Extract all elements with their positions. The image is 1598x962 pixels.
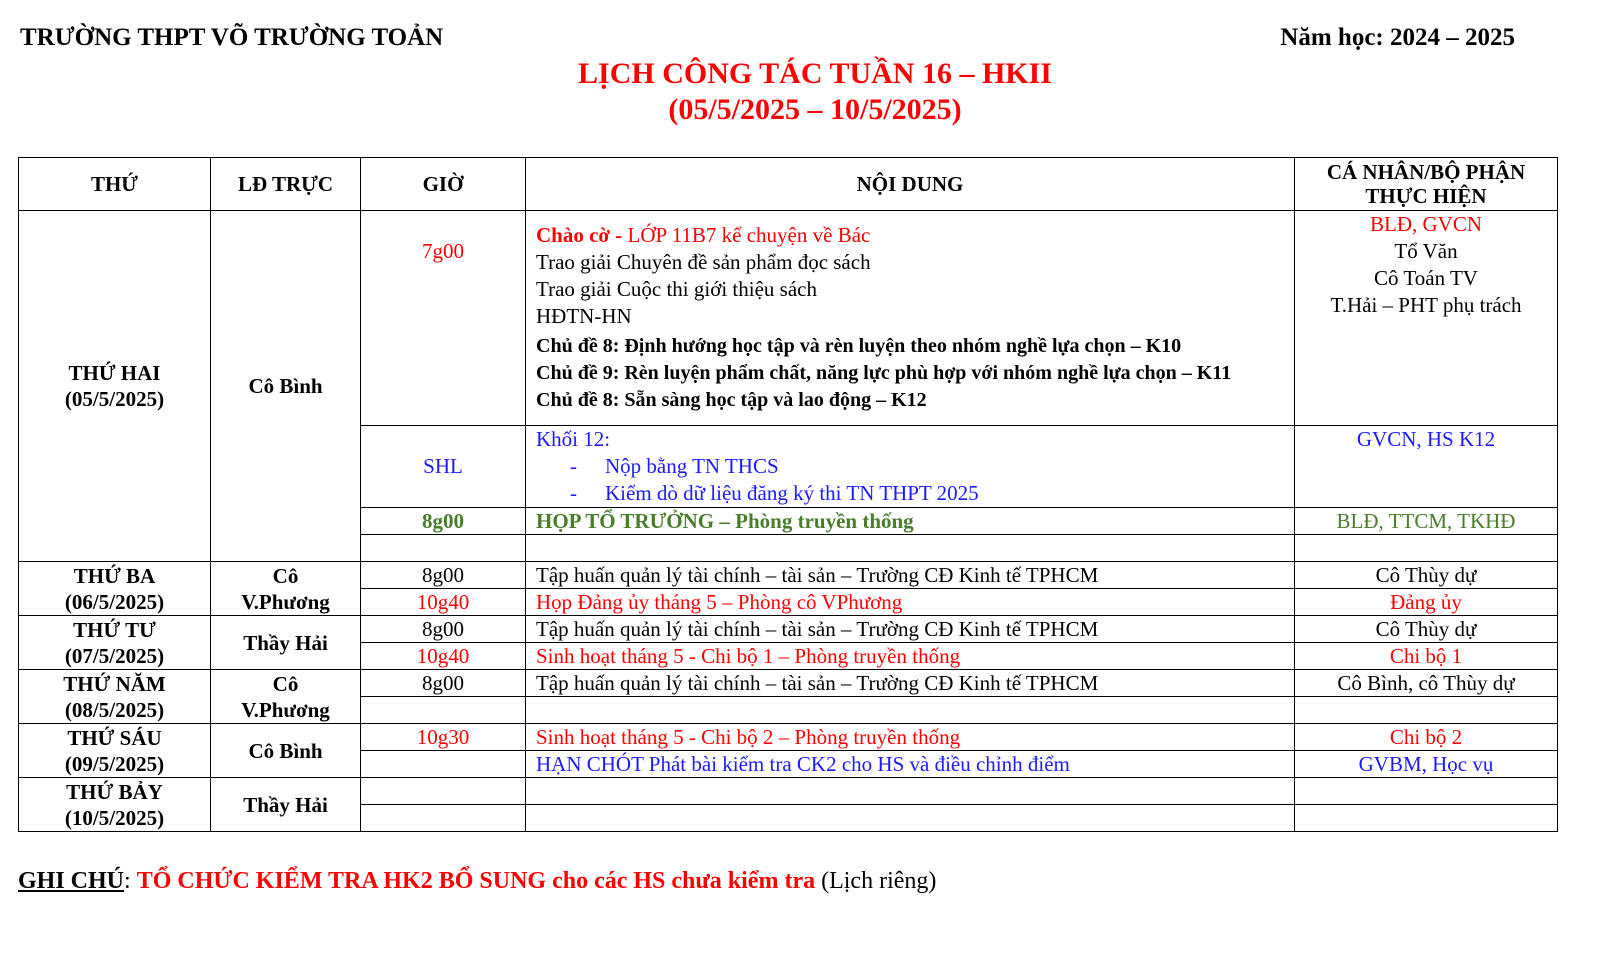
day-cell <box>19 562 211 616</box>
school-year: Năm học: 2024 – 2025 <box>1280 24 1515 51</box>
content-line: Khối 12: <box>536 427 611 451</box>
list-item-text: Nộp bằng TN THCS <box>605 454 779 478</box>
list-item <box>536 480 1284 507</box>
ld-truc-cell <box>211 562 361 616</box>
content-cell <box>526 778 1295 805</box>
day-date: (07/5/2025) <box>64 643 165 668</box>
time-cell <box>361 751 526 778</box>
responsible-line: T.Hải – PHT phụ trách <box>1330 293 1522 317</box>
schedule-title: LỊCH CÔNG TÁC TUẦN 16 – HKII <box>578 57 1052 90</box>
content-cell: Sinh hoạt tháng 5 - Chi bộ 1 – Phòng truyền thống <box>526 643 1295 670</box>
responsible-line: Cô Toán TV <box>1374 266 1478 290</box>
col-noi-dung: NỘI DUNG <box>526 158 1295 211</box>
col-thuc-hien-line1: CÁ NHÂN/BỘ PHẬN <box>1326 160 1526 184</box>
day-cell <box>19 211 211 562</box>
day-date: (08/5/2025) <box>64 697 165 722</box>
responsible-cell: GVCN, HS K12 <box>1295 426 1558 508</box>
time-cell <box>361 535 526 562</box>
day-date: (06/5/2025) <box>64 589 165 614</box>
day-name: THỨ SÁU <box>67 725 162 750</box>
content-cell: HỌP TỔ TRƯỞNG – Phòng truyền thống <box>526 508 1295 535</box>
content-cell <box>526 535 1295 562</box>
col-thuc-hien <box>1295 158 1558 211</box>
footnote <box>18 868 936 895</box>
time-cell <box>361 697 526 724</box>
bullet-dash: - <box>570 454 577 478</box>
responsible-cell: GVBM, Học vụ <box>1295 751 1558 778</box>
content-cell: HẠN CHÓT Phát bài kiểm tra CK2 cho HS và điều chỉnh điểm <box>526 751 1295 778</box>
schedule-date-range: (05/5/2025 – 10/5/2025) <box>668 93 962 126</box>
ld-line: Cô <box>272 671 299 696</box>
content-line: Chủ đề 9: Rèn luyện phẩm chất, năng lực phù hợp với nhóm nghề lựa chọn – K11 <box>536 362 1232 384</box>
ld-line: V.Phương <box>241 589 330 614</box>
content-cell <box>526 211 1295 426</box>
school-name: TRƯỜNG THPT VÕ TRƯỜNG TOẢN <box>20 24 444 51</box>
ld-truc-cell: Cô Bình <box>211 211 361 562</box>
content-line: Chủ đề 8: Định hướng học tập và rèn luyện theo nhóm nghề lựa chọn – K10 <box>536 335 1182 357</box>
content-cell <box>526 426 1295 508</box>
day-name: THỨ NĂM <box>63 671 166 696</box>
table-row <box>19 211 1558 426</box>
content-text: LỚP 11B7 kể chuyện về Bác <box>627 223 871 247</box>
responsible-cell: Cô Thùy dự <box>1295 616 1558 643</box>
content-cell: Sinh hoạt tháng 5 - Chi bộ 2 – Phòng truyền thống <box>526 724 1295 751</box>
responsible-cell <box>1295 535 1558 562</box>
content-line: Trao giải Cuộc thi giới thiệu sách <box>536 277 817 301</box>
col-thu: THỨ <box>19 158 211 211</box>
content-line: Chủ đề 8: Sẵn sàng học tập và lao động – K12 <box>536 389 927 411</box>
table-row <box>19 670 1558 697</box>
time-cell: 10g30 <box>361 724 526 751</box>
time-cell: SHL <box>361 426 526 508</box>
day-date: (10/5/2025) <box>64 805 165 830</box>
table-header-row <box>19 158 1558 211</box>
day-date: (05/5/2025) <box>64 387 165 411</box>
time-cell: 10g40 <box>361 589 526 616</box>
day-date: (09/5/2025) <box>64 751 165 776</box>
content-highlight: Chào cờ - <box>536 223 628 247</box>
ld-truc-cell: Thầy Hải <box>211 778 361 832</box>
responsible-cell <box>1295 778 1558 805</box>
ld-line: V.Phương <box>241 697 330 722</box>
day-name: THỨ HAI <box>68 361 161 385</box>
responsible-line: Tổ Văn <box>1394 239 1458 263</box>
col-thuc-hien-line2: THỰC HIỆN <box>1365 184 1487 208</box>
content-line: HĐTN-HN <box>536 304 632 328</box>
day-cell <box>19 778 211 832</box>
content-cell: Tập huấn quản lý tài chính – tài sản – Trường CĐ Kinh tế TPHCM <box>526 616 1295 643</box>
time-cell: 8g00 <box>361 670 526 697</box>
ld-truc-cell: Thầy Hải <box>211 616 361 670</box>
day-cell <box>19 616 211 670</box>
table-row <box>19 562 1558 589</box>
table-row <box>19 724 1558 751</box>
table-row <box>19 616 1558 643</box>
time-cell: 7g00 <box>361 211 526 426</box>
bullet-dash: - <box>570 481 577 505</box>
note-rest: (Lịch riêng) <box>815 868 937 894</box>
responsible-cell: Chi bộ 2 <box>1295 724 1558 751</box>
list-item <box>536 453 1284 480</box>
day-name: THỨ TƯ <box>73 617 156 642</box>
content-line <box>536 222 1284 249</box>
col-ld-truc: LĐ TRỰC <box>211 158 361 211</box>
day-cell <box>19 670 211 724</box>
responsible-cell: Đảng ủy <box>1295 589 1558 616</box>
time-cell <box>361 805 526 832</box>
responsible-cell <box>1295 805 1558 832</box>
responsible-cell: Chi bộ 1 <box>1295 643 1558 670</box>
day-name: THỨ BA <box>73 563 156 588</box>
schedule-table <box>18 157 1558 832</box>
day-name: THỨ BẢY <box>66 779 163 804</box>
content-cell: Họp Đảng ủy tháng 5 – Phòng cô VPhương <box>526 589 1295 616</box>
content-cell <box>526 805 1295 832</box>
table-row <box>19 778 1558 805</box>
responsible-cell <box>1295 211 1558 426</box>
time-cell: 10g40 <box>361 643 526 670</box>
ld-truc-cell: Cô Bình <box>211 724 361 778</box>
content-cell: Tập huấn quản lý tài chính – tài sản – Trường CĐ Kinh tế TPHCM <box>526 562 1295 589</box>
ld-line: Cô <box>272 563 299 588</box>
responsible-line: BLĐ, GVCN <box>1369 212 1482 236</box>
responsible-cell: BLĐ, TTCM, TKHĐ <box>1295 508 1558 535</box>
note-colon: : <box>124 868 137 894</box>
content-line: Trao giải Chuyên đề sản phẩm đọc sách <box>536 250 871 274</box>
note-label: GHI CHÚ <box>18 868 125 894</box>
responsible-cell: Cô Thùy dự <box>1295 562 1558 589</box>
responsible-cell: Cô Bình, cô Thùy dự <box>1295 670 1558 697</box>
time-cell <box>361 778 526 805</box>
note-highlight: TỔ CHỨC KIỂM TRA HK2 BỔ SUNG cho các HS chưa kiểm tra <box>136 868 816 894</box>
content-cell: Tập huấn quản lý tài chính – tài sản – Trường CĐ Kinh tế TPHCM <box>526 670 1295 697</box>
time-cell: 8g00 <box>361 508 526 535</box>
day-cell <box>19 724 211 778</box>
time-cell: 8g00 <box>361 562 526 589</box>
responsible-cell <box>1295 697 1558 724</box>
list-item-text: Kiểm dò dữ liệu đăng ký thi TN THPT 2025 <box>605 481 979 505</box>
time-cell: 8g00 <box>361 616 526 643</box>
col-gio: GIỜ <box>361 158 526 211</box>
content-cell <box>526 697 1295 724</box>
page-title <box>0 56 1598 128</box>
ld-truc-cell <box>211 670 361 724</box>
